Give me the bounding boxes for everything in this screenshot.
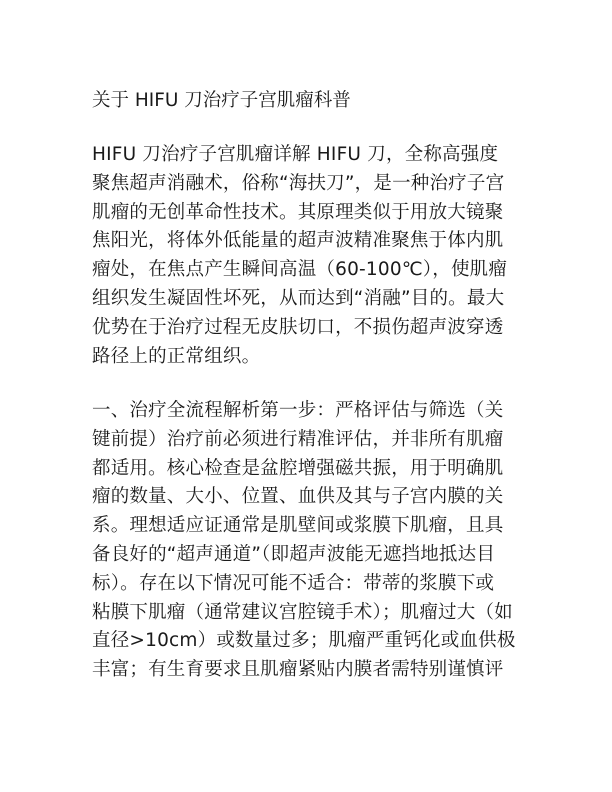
text-line: 键前提）治疗前必须进行精准评估，并非所有肌瘤: [92, 428, 504, 450]
text-line: 组织发生凝固性坏死，从而达到“消融”目的。最大: [92, 287, 505, 309]
text-line: 都适用。核心检查是盆腔增强磁共振，用于明确肌: [92, 457, 504, 479]
text-line: 优势在于治疗过程无皮肤切口，不损伤超声波穿透: [92, 316, 504, 338]
text-line: 焦阳光，将体外低能量的超声波精准聚焦于体内肌: [92, 230, 504, 252]
text-line: 直径>10cm）或数量过多；肌瘤严重钙化或血供极: [92, 630, 516, 652]
document-title: 关于 HIFU 刀治疗子宫肌瘤科普: [92, 90, 351, 111]
text-line: 一、治疗全流程解析第一步：严格评估与筛选（关: [92, 400, 504, 421]
text-line: 聚焦超声消融术，俗称“海扶刀”，是一种治疗子宫: [92, 172, 505, 194]
process-paragraph: [92, 397, 528, 685]
text-line: HIFU 刀治疗子宫肌瘤详解 HIFU 刀，全称高强度: [92, 144, 499, 165]
intro-paragraph: [92, 141, 528, 371]
text-line: 系。理想适应证通常是肌壁间或浆膜下肌瘤，且具: [92, 515, 504, 537]
text-line: 路径上的正常组织。: [92, 345, 261, 367]
text-line: 丰富；有生育要求且肌瘤紧贴内膜者需特别谨慎评: [92, 659, 504, 681]
text-line: 粘膜下肌瘤（通常建议宫腔镜手术）；肌瘤过大（如: [92, 601, 513, 623]
text-line: 瘤的数量、大小、位置、血供及其与子宫内膜的关: [92, 486, 504, 508]
text-line: 备良好的“超声通道”（即超声波能无遮挡地抵达目: [92, 543, 496, 565]
text-line: 肌瘤的无创革命性技术。其原理类似于用放大镜聚: [92, 201, 504, 223]
text-line: 标）。存在以下情况可能不适合：带蒂的浆膜下或: [92, 572, 495, 594]
text-line: 瘤处，在焦点产生瞬间高温（60-100℃），使肌瘤: [92, 259, 508, 281]
